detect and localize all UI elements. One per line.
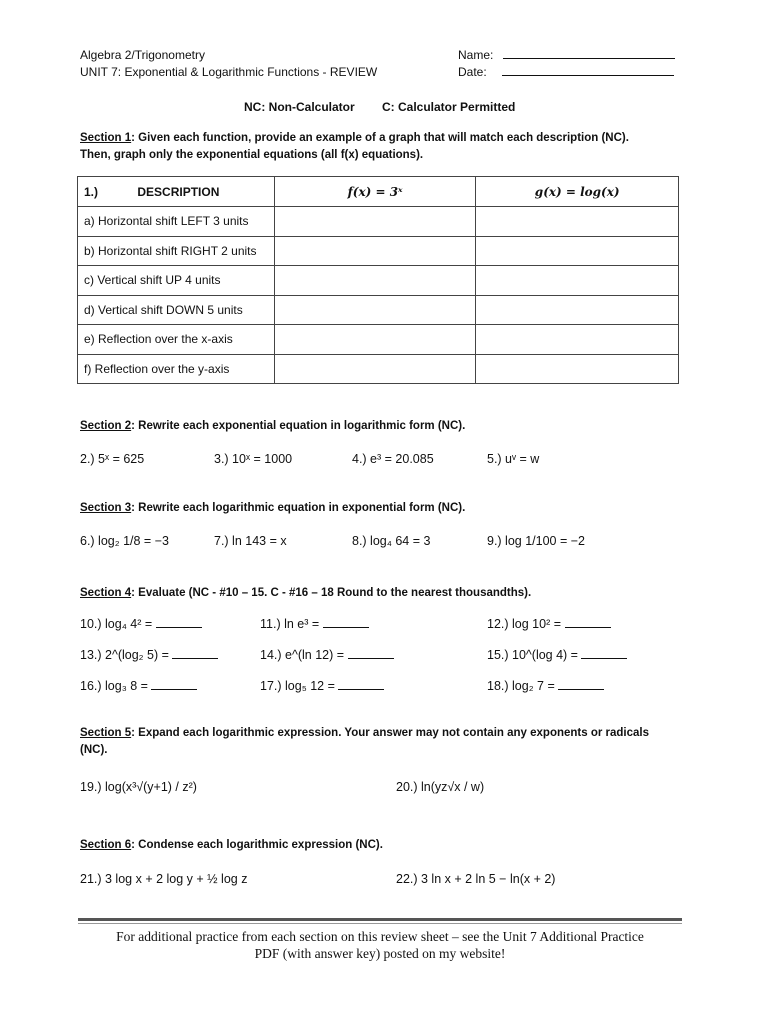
footer-note xyxy=(78,928,682,962)
problem-20: 20.) ln(yz√x / w) xyxy=(396,780,485,794)
name-field[interactable] xyxy=(458,47,675,64)
row-description: d) Vertical shift DOWN 5 units xyxy=(78,295,275,325)
f-answer-cell[interactable] xyxy=(274,266,476,296)
g-answer-cell[interactable] xyxy=(476,266,679,296)
table-row xyxy=(78,354,679,384)
g-answer-cell[interactable] xyxy=(476,354,679,384)
answer-blank[interactable] xyxy=(348,647,394,659)
date-blank[interactable] xyxy=(502,64,674,76)
answer-blank[interactable] xyxy=(156,616,202,628)
name-blank[interactable] xyxy=(503,47,675,59)
row-description: a) Horizontal shift LEFT 3 units xyxy=(78,207,275,237)
section5-heading xyxy=(80,725,649,742)
f-answer-cell[interactable] xyxy=(274,354,476,384)
problem-17: 17.) log₅ 12 = xyxy=(260,678,384,693)
course-title: Algebra 2/Trigonometry xyxy=(80,48,205,62)
problem-6: 6.) log₂ 1/8 = −3 xyxy=(80,534,169,548)
footer-divider-thin xyxy=(78,923,682,924)
g-answer-cell[interactable] xyxy=(476,236,679,266)
date-field[interactable] xyxy=(458,64,674,81)
table-header-f xyxy=(274,177,476,207)
section3-label: Section 3 xyxy=(80,502,132,514)
section2-heading xyxy=(80,418,465,435)
answer-blank[interactable] xyxy=(323,616,369,628)
description-header: DESCRIPTION xyxy=(137,184,220,199)
section6-label: Section 6 xyxy=(80,839,132,851)
table-header-description xyxy=(78,177,275,207)
footer-divider xyxy=(78,918,682,921)
table-row xyxy=(78,295,679,325)
description-table xyxy=(77,176,679,384)
row-description: c) Vertical shift UP 4 units xyxy=(78,266,275,296)
f-answer-cell[interactable] xyxy=(274,236,476,266)
date-label: Date: xyxy=(458,65,487,79)
legend-c: C: Calculator Permitted xyxy=(382,100,516,114)
problem-22: 22.) 3 ln x + 2 ln 5 − ln(x + 2) xyxy=(396,872,556,886)
g-answer-cell[interactable] xyxy=(476,207,679,237)
table-header-g xyxy=(476,177,679,207)
answer-blank[interactable] xyxy=(172,647,218,659)
problem-4: 4.) e³ = 20.085 xyxy=(352,452,434,466)
problem-9: 9.) log 1/100 = −2 xyxy=(487,534,585,548)
table-header-row xyxy=(78,177,679,207)
unit-title: UNIT 7: Exponential & Logarithmic Functions - REVIEW xyxy=(80,65,378,79)
problem-15: 15.) 10^(log 4) = xyxy=(487,647,627,662)
problem-16: 16.) log₃ 8 = xyxy=(80,678,197,693)
answer-blank[interactable] xyxy=(338,678,384,690)
f-answer-cell[interactable] xyxy=(274,325,476,355)
answer-blank[interactable] xyxy=(151,678,197,690)
problem-3: 3.) 10ˣ = 1000 xyxy=(214,452,293,466)
answer-blank[interactable] xyxy=(558,678,604,690)
problem-12: 12.) log 10² = xyxy=(487,616,611,631)
table-number: 1.) xyxy=(84,184,99,199)
problem-10: 10.) log₄ 4² = xyxy=(80,616,202,631)
section2-text: : Rewrite each exponential equation in logarithmic form (NC). xyxy=(131,420,466,432)
section6-heading xyxy=(80,837,383,854)
section4-text: : Evaluate (NC - #10 – 15. C - #16 – 18 Round to the nearest thousandths). xyxy=(131,587,532,599)
section1-label: Section 1 xyxy=(80,132,132,144)
row-description: f) Reflection over the y-axis xyxy=(78,354,275,384)
g-answer-cell[interactable] xyxy=(476,295,679,325)
section4-heading xyxy=(80,585,531,602)
section4-label: Section 4 xyxy=(80,587,132,599)
f-answer-cell[interactable] xyxy=(274,207,476,237)
answer-blank[interactable] xyxy=(565,616,611,628)
problem-11: 11.) ln e³ = xyxy=(260,616,369,631)
footer-line2: PDF (with answer key) posted on my website! xyxy=(254,946,506,961)
g-answer-cell[interactable] xyxy=(476,325,679,355)
section1-heading xyxy=(80,130,629,147)
problem-18: 18.) log₂ 7 = xyxy=(487,678,604,693)
table-row xyxy=(78,236,679,266)
g-function-header: g(x) = log(x) xyxy=(534,184,620,199)
section5-text: : Expand each logarithmic expression. Your answer may not contain any exponents or radicals xyxy=(131,727,650,739)
problem-13: 13.) 2^(log₂ 5) = xyxy=(80,647,218,662)
problem-19: 19.) log(x³√(y+1) / z²) xyxy=(80,780,197,794)
footer-line1: For additional practice from each section on this review sheet – see the Unit 7 Additional Practice xyxy=(116,929,644,944)
table-row xyxy=(78,207,679,237)
table-row xyxy=(78,325,679,355)
section5-text-line2: (NC). xyxy=(80,744,108,756)
section3-heading xyxy=(80,500,465,517)
row-description: b) Horizontal shift RIGHT 2 units xyxy=(78,236,275,266)
section2-label: Section 2 xyxy=(80,420,132,432)
section5-label: Section 5 xyxy=(80,727,132,739)
f-answer-cell[interactable] xyxy=(274,295,476,325)
section1-text-line2: Then, graph only the exponential equations (all f(x) equations). xyxy=(80,149,424,161)
problem-7: 7.) ln 143 = x xyxy=(214,534,287,548)
problem-21: 21.) 3 log x + 2 log y + ½ log z xyxy=(80,872,248,886)
problem-5: 5.) uᵛ = w xyxy=(487,452,540,466)
table-row xyxy=(78,266,679,296)
f-function-header: f(x) = 3ˣ xyxy=(347,184,403,199)
problem-2: 2.) 5ˣ = 625 xyxy=(80,452,145,466)
problem-8: 8.) log₄ 64 = 3 xyxy=(352,534,431,548)
problem-14: 14.) e^(ln 12) = xyxy=(260,647,394,662)
name-label: Name: xyxy=(458,48,494,62)
row-description: e) Reflection over the x-axis xyxy=(78,325,275,355)
answer-blank[interactable] xyxy=(581,647,627,659)
section6-text: : Condense each logarithmic expression (NC). xyxy=(131,839,383,851)
section1-text: : Given each function, provide an example of a graph that will match each description (NC). xyxy=(131,132,629,144)
section3-text: : Rewrite each logarithmic equation in exponential form (NC). xyxy=(131,502,466,514)
legend-nc: NC: Non-Calculator xyxy=(244,100,355,114)
